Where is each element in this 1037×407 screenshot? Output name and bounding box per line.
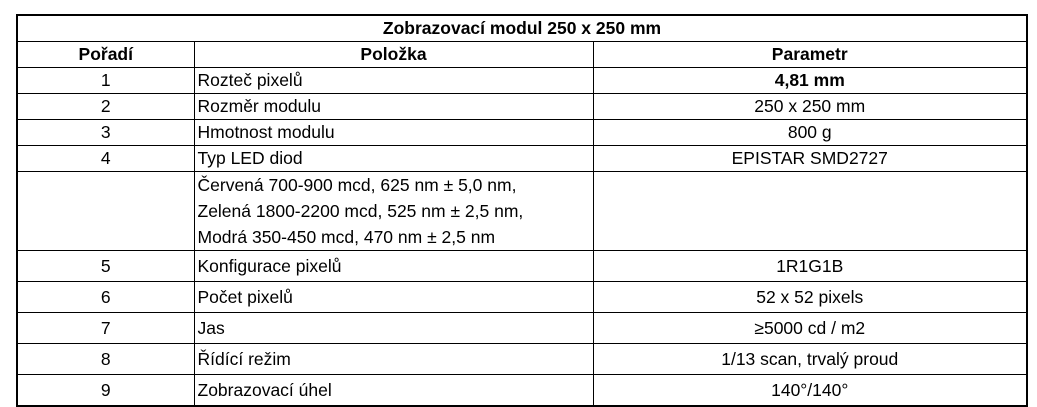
table-row [17,251,1027,282]
row-number: 5 [17,251,194,282]
row-parameter [593,172,1027,251]
row-number [17,172,194,251]
table-row [17,94,1027,120]
row-parameter: 4,81 mm [593,68,1027,94]
row-number: 3 [17,120,194,146]
row-item: Konfigurace pixelů [194,251,593,282]
table-row [17,172,1027,251]
header-parameter: Parametr [593,42,1027,68]
row-number: 9 [17,375,194,407]
table-title-row [17,15,1027,42]
row-item: Řídící režim [194,344,593,375]
row-item: Typ LED diod [194,146,593,172]
row-parameter: 52 x 52 pixels [593,282,1027,313]
table-title: Zobrazovací modul 250 x 250 mm [17,15,1027,42]
table-row [17,344,1027,375]
row-number: 7 [17,313,194,344]
row-parameter: ≥5000 cd / m2 [593,313,1027,344]
row-number: 6 [17,282,194,313]
row-item: Zobrazovací úhel [194,375,593,407]
row-number: 2 [17,94,194,120]
row-item: Rozměr modulu [194,94,593,120]
spec-table [16,14,1028,407]
row-number: 1 [17,68,194,94]
header-order: Pořadí [17,42,194,68]
row-item: Počet pixelů [194,282,593,313]
row-parameter: 1/13 scan, trvalý proud [593,344,1027,375]
row-parameter: 1R1G1B [593,251,1027,282]
row-parameter: EPISTAR SMD2727 [593,146,1027,172]
table-header-row [17,42,1027,68]
led-spec-red: Červená 700-900 mcd, 625 nm ± 5,0 nm, [197,175,517,195]
row-item: Hmotnost modulu [194,120,593,146]
table-row [17,313,1027,344]
led-spec-green: Zelená 1800-2200 mcd, 525 nm ± 2,5 nm, [197,201,524,221]
table-row [17,375,1027,407]
row-item-multiline [194,172,593,251]
row-parameter: 800 g [593,120,1027,146]
row-number: 8 [17,344,194,375]
row-parameter: 140°/140° [593,375,1027,407]
row-item: Rozteč pixelů [194,68,593,94]
row-parameter: 250 x 250 mm [593,94,1027,120]
header-item: Položka [194,42,593,68]
led-spec-blue: Modrá 350-450 mcd, 470 nm ± 2,5 nm [197,227,496,247]
row-number: 4 [17,146,194,172]
table-row [17,282,1027,313]
table-row [17,120,1027,146]
table-row [17,146,1027,172]
row-item: Jas [194,313,593,344]
table-row [17,68,1027,94]
